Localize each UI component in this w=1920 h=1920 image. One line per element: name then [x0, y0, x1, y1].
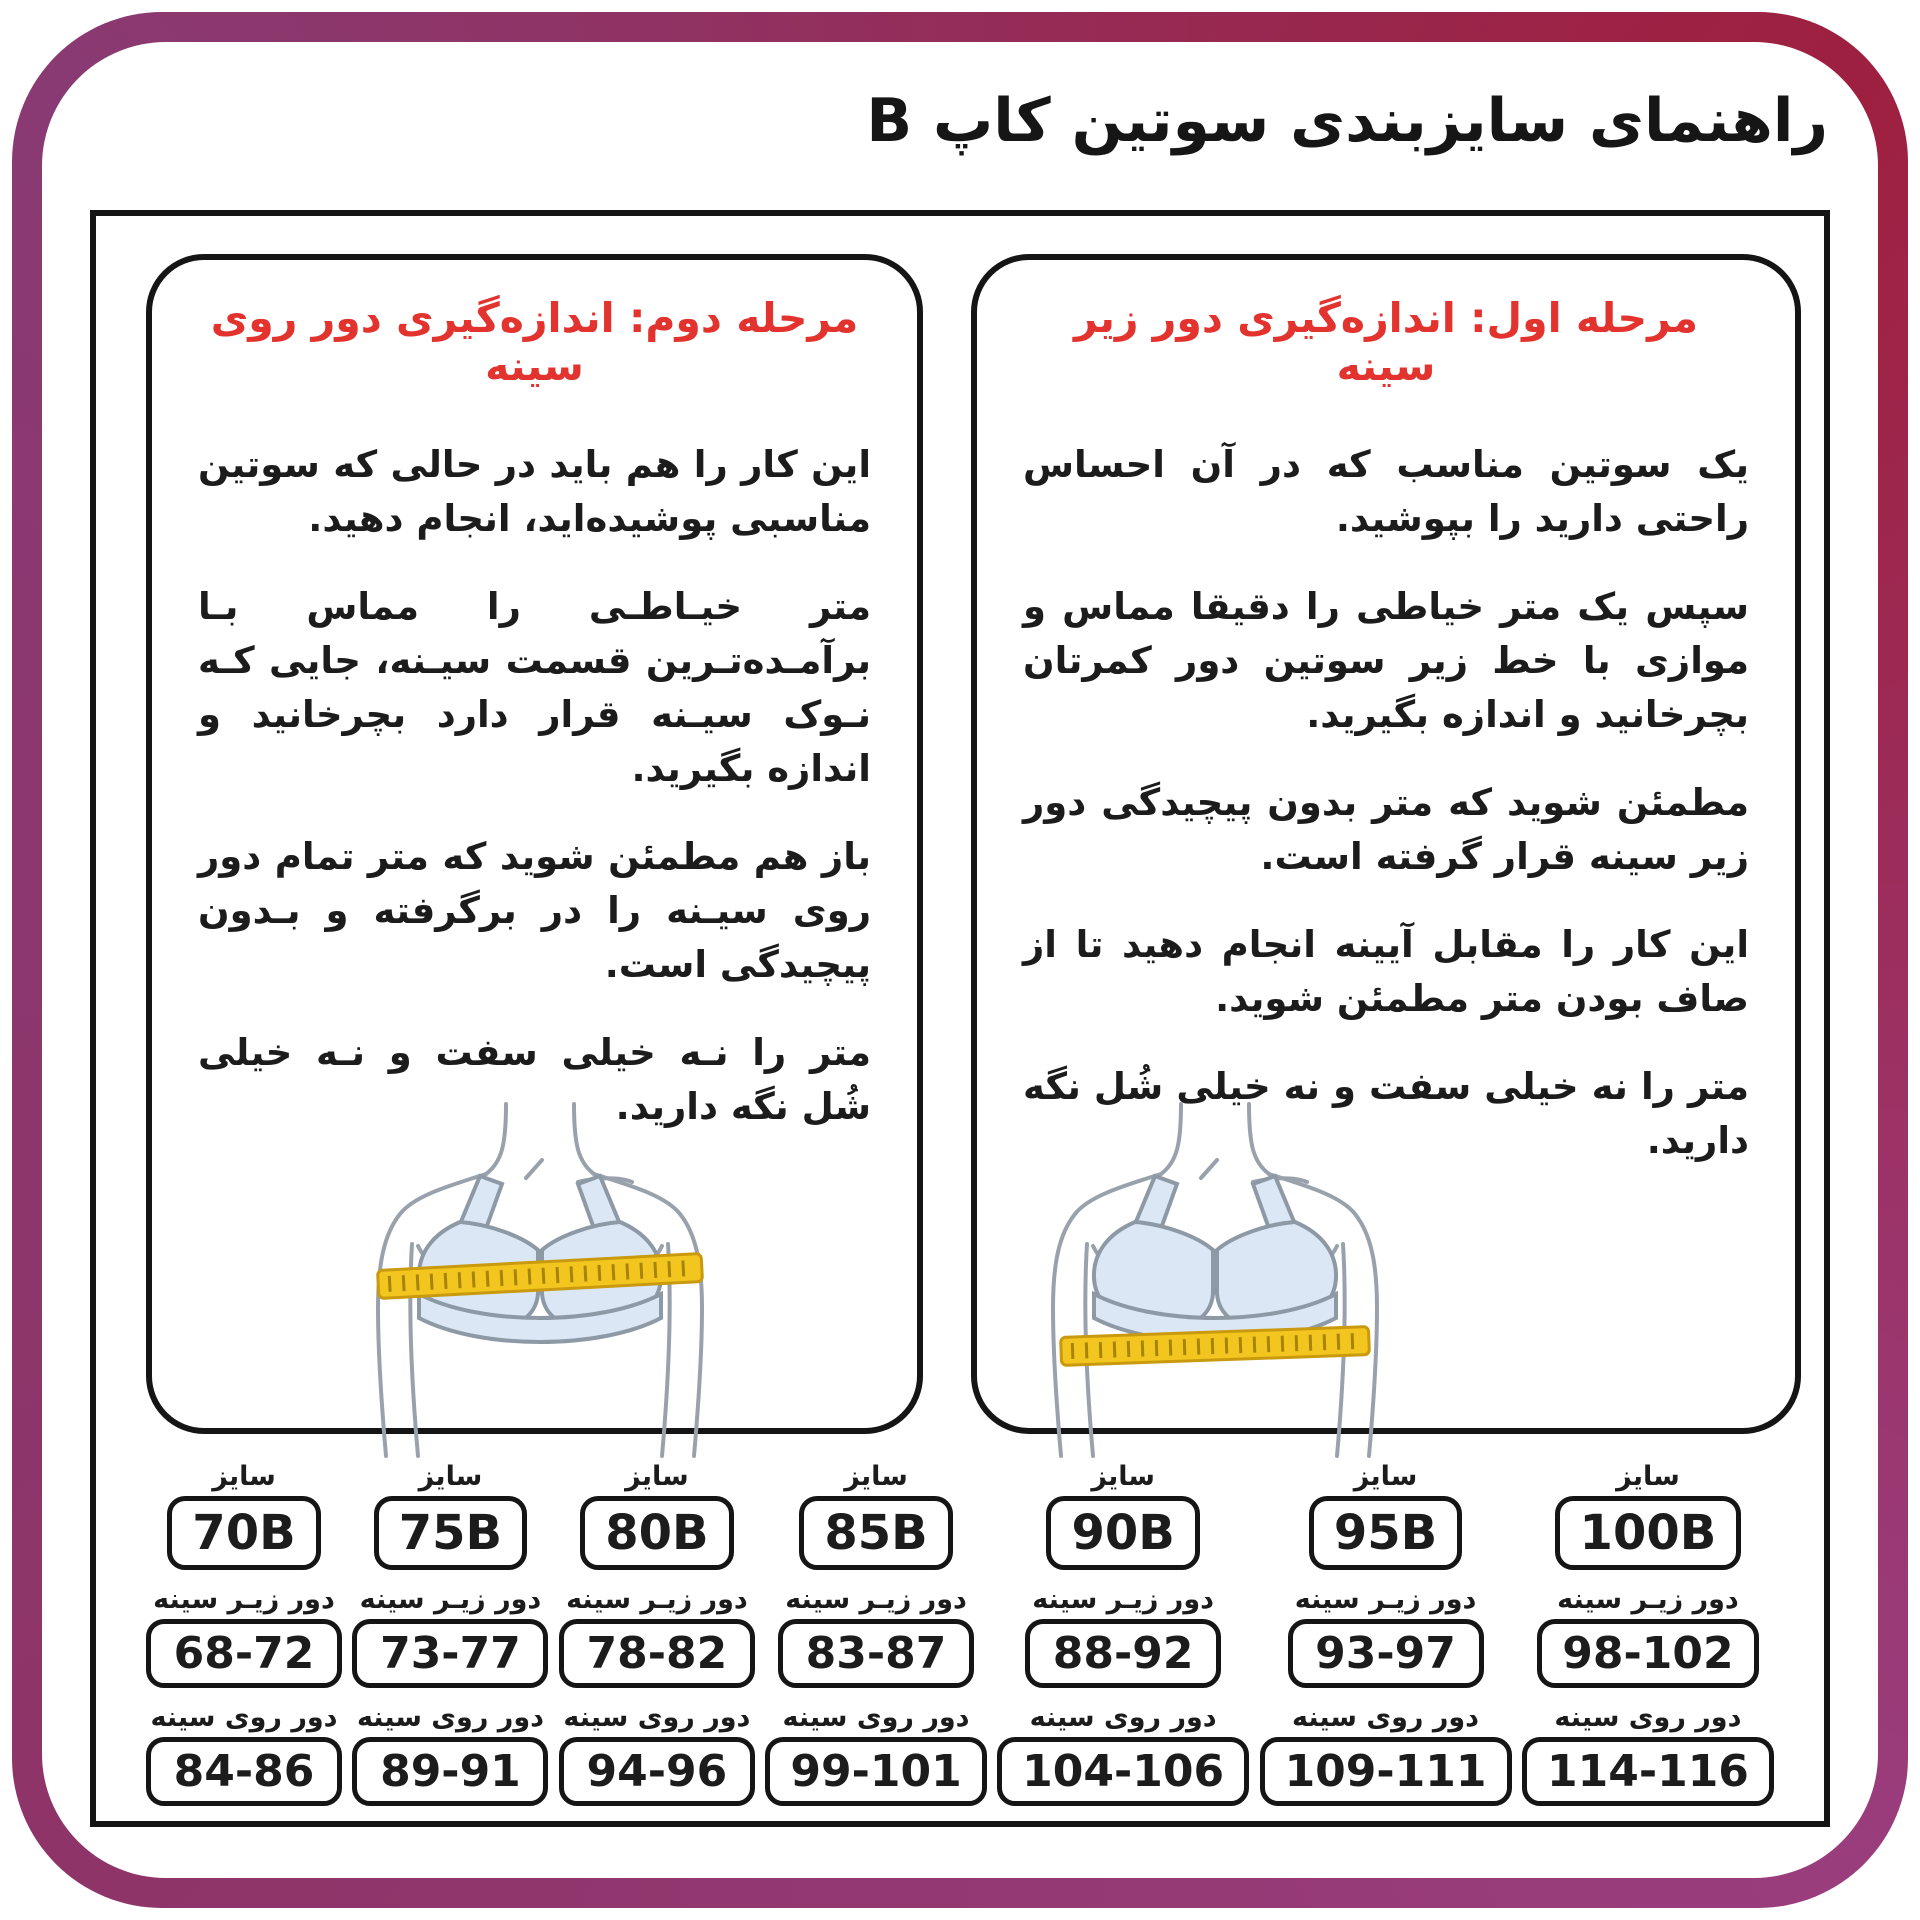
overbust-label: دور روی سینه — [356, 1702, 544, 1733]
step2-paragraph: باز هم مطمئن شوید که متر تمام دور روی سیـنه را در برگرفته و بـدون پیچیدگی است. — [198, 835, 871, 987]
size-badge: 95B — [1309, 1496, 1462, 1570]
panel-step1-underbust — [971, 254, 1801, 1434]
measuring-tape-icon — [1061, 1327, 1370, 1366]
size-label: سایز — [1353, 1461, 1418, 1492]
overbust-range-badge: 99-101 — [765, 1737, 986, 1806]
underbust-label: دور زیـر سینه — [153, 1584, 335, 1615]
underbust-range-badge: 98-102 — [1537, 1619, 1758, 1688]
overbust-label: دور روی سینه — [1554, 1702, 1742, 1733]
step1-paragraph: متر را نه خیلی سفت و نه خیلی شُل نگه دارید. — [1023, 1065, 1749, 1163]
overbust-label: دور روی سینه — [1292, 1702, 1480, 1733]
overbust-range-badge: 89-91 — [352, 1737, 548, 1806]
size-badge: 80B — [580, 1496, 733, 1570]
step1-heading: مرحله اول: اندازه‌گیری دور زیر سینه — [1074, 294, 1698, 390]
underbust-label: دور زیـر سینه — [1032, 1584, 1214, 1615]
overbust-label: دور روی سینه — [563, 1702, 751, 1733]
overbust-label: دور روی سینه — [150, 1702, 338, 1733]
underbust-range-badge: 93-97 — [1288, 1619, 1484, 1688]
size-column-85b — [765, 1461, 986, 1806]
size-column-75b — [352, 1461, 548, 1806]
step2-paragraph: متر خیـاطـی را مماس بـا برآمـده‌تـرین قسمت سیـنه، جایی کـه نـوک سیـنه قرار دارد بچرخانید و اندازه بگیرید. — [198, 585, 871, 791]
size-label: سایز — [418, 1461, 483, 1492]
size-column-70b — [146, 1461, 342, 1806]
underbust-range-badge: 68-72 — [146, 1619, 342, 1688]
underbust-range-badge: 73-77 — [352, 1619, 548, 1688]
size-badge: 100B — [1555, 1496, 1742, 1570]
overbust-range-badge: 94-96 — [559, 1737, 755, 1806]
overbust-label: دور روی سینه — [1029, 1702, 1217, 1733]
overbust-range-badge: 109-111 — [1260, 1737, 1512, 1806]
underbust-label: دور زیـر سینه — [359, 1584, 542, 1615]
underbust-range-badge: 78-82 — [559, 1619, 755, 1688]
size-badge: 85B — [799, 1496, 952, 1570]
overbust-range-badge: 114-116 — [1522, 1737, 1774, 1806]
size-label: سایز — [212, 1461, 276, 1492]
size-badge: 75B — [374, 1496, 527, 1570]
underbust-label: دور زیـر سینه — [1294, 1584, 1477, 1615]
panel-step2-overbust — [146, 254, 923, 1434]
torso-bra-underbust-measure-icon — [995, 1098, 1435, 1458]
size-badge: 90B — [1046, 1496, 1199, 1570]
step1-paragraph: مطمئن شوید که متر بدون پیچیدگی دور زیر سینه قرار گرفته است. — [1023, 781, 1749, 879]
size-table — [146, 1461, 1774, 1806]
step2-heading: مرحله دوم: اندازه‌گیری دور روی سینه — [210, 294, 859, 390]
overbust-range-badge: 84-86 — [146, 1737, 342, 1806]
underbust-label: دور زیـر سینه — [1557, 1584, 1739, 1615]
step1-paragraph: این کار را مقابل آیینه انجام دهید تا از صاف بودن متر مطمئن شوید. — [1023, 923, 1749, 1021]
size-column-90b — [997, 1461, 1249, 1806]
panel-step2-content — [152, 260, 917, 1134]
underbust-range-badge: 83-87 — [778, 1619, 974, 1688]
underbust-label: دور زیـر سینه — [785, 1584, 967, 1615]
overbust-range-badge: 104-106 — [997, 1737, 1249, 1806]
panel-step1-content — [977, 260, 1795, 1168]
size-column-80b — [559, 1461, 755, 1806]
underbust-label: دور زیـر سینه — [566, 1584, 748, 1615]
bra-cups — [1094, 1176, 1336, 1342]
size-label: سایز — [1091, 1461, 1155, 1492]
overbust-label: دور روی سینه — [782, 1702, 970, 1733]
size-badge: 70B — [167, 1496, 320, 1570]
content-box — [90, 210, 1830, 1827]
size-label: سایز — [844, 1461, 908, 1492]
page-title: راهنمای سایزبندی سوتین کاپ B — [866, 86, 1828, 156]
underbust-range-badge: 88-92 — [1025, 1619, 1221, 1688]
torso-bra-overbust-measure-icon — [320, 1098, 760, 1458]
step2-paragraph: متر را نـه خیلی سفت و نـه خیلی شُل نگه دارید. — [198, 1031, 871, 1129]
size-column-100b — [1522, 1461, 1774, 1806]
size-column-95b — [1260, 1461, 1512, 1806]
size-label: سایز — [1616, 1461, 1680, 1492]
step1-paragraph: سپس یک متر خیاطی را دقیقا مماس و موازی با خط زیر سوتین دور کمرتان بچرخانید و اندازه بگیرید. — [1023, 585, 1749, 737]
size-label: سایز — [625, 1461, 689, 1492]
step1-paragraph: یک سوتین مناسب که در آن احساس راحتی دارید را بپوشید. — [1023, 443, 1749, 541]
step2-paragraph: این کار را هم باید در حالی که سوتین مناسبی پوشیده‌اید، انجام دهید. — [198, 443, 871, 541]
